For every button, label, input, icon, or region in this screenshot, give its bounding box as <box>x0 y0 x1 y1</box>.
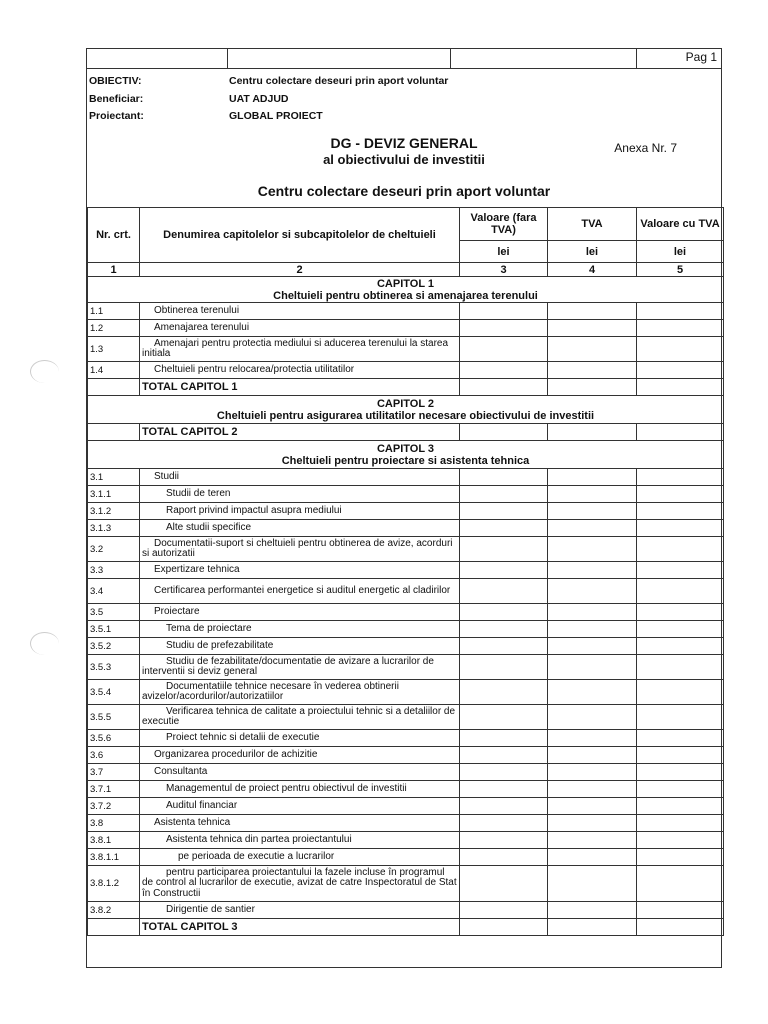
page-number: Pag 1 <box>685 50 717 64</box>
table-row <box>88 655 724 680</box>
row-name: Raport privind impactul asupra mediului <box>140 503 460 520</box>
meta-value-beneficiary: UAT ADJUD <box>229 93 289 105</box>
value-tva-cell <box>637 424 724 441</box>
row-name: Alte studii specifice <box>140 520 460 537</box>
chapter-header-row <box>88 396 724 424</box>
annex-number: Anexa Nr. 7 <box>614 141 677 155</box>
tva-cell <box>548 919 637 936</box>
row-name: Cheltuieli pentru relocarea/protectia utilitatilor <box>140 362 460 379</box>
value-cell <box>460 638 548 655</box>
header-value: Valoare (fara TVA) <box>460 208 548 241</box>
scan-mark <box>30 632 59 655</box>
table-row <box>88 764 724 781</box>
value-tva-cell <box>637 705 724 730</box>
document-subtitle: Centru colectare deseuri prin aport voluntar <box>257 183 551 199</box>
value-tva-cell <box>637 604 724 621</box>
row-name: Studiu de prefezabilitate <box>140 638 460 655</box>
tva-cell <box>548 832 637 849</box>
unit-lei: lei <box>637 241 724 263</box>
value-cell <box>460 337 548 362</box>
tva-cell <box>548 320 637 337</box>
tva-cell <box>548 337 637 362</box>
value-tva-cell <box>637 337 724 362</box>
value-tva-cell <box>637 919 724 936</box>
total-label: TOTAL CAPITOL 1 <box>140 379 460 396</box>
document-title: DG - DEVIZ GENERAL <box>330 135 478 151</box>
value-cell <box>460 424 548 441</box>
value-tva-cell <box>637 781 724 798</box>
row-name: Managementul de proiect pentru obiectivul de investitii <box>140 781 460 798</box>
tva-cell <box>548 379 637 396</box>
tva-cell <box>548 638 637 655</box>
total-row <box>88 424 724 441</box>
value-cell <box>460 849 548 866</box>
table-row <box>88 621 724 638</box>
value-cell <box>460 469 548 486</box>
value-cell <box>460 604 548 621</box>
document-title-line2: al obiectivului de investitii <box>323 152 485 167</box>
tva-cell <box>548 520 637 537</box>
row-number: 1.1 <box>88 303 140 320</box>
row-name: Amenajari pentru protectia mediului si aducerea terenului la starea initiala <box>140 337 460 362</box>
row-name: Proiectare <box>140 604 460 621</box>
header-name: Denumirea capitolelor si subcapitolelor de cheltuieli <box>140 208 460 263</box>
value-tva-cell <box>637 503 724 520</box>
table-row <box>88 798 724 815</box>
row-number: 3.2 <box>88 537 140 562</box>
value-tva-cell <box>637 832 724 849</box>
value-tva-cell <box>637 798 724 815</box>
chapter-title: CAPITOL 1 <box>376 277 435 290</box>
tva-cell <box>548 503 637 520</box>
value-cell <box>460 730 548 747</box>
page-header-bar <box>87 49 721 69</box>
row-number: 1.2 <box>88 320 140 337</box>
meta-value-objective: Centru colectare deseuri prin aport voluntar <box>229 75 449 87</box>
value-cell <box>460 705 548 730</box>
value-cell <box>460 815 548 832</box>
table-row <box>88 362 724 379</box>
col-number: 4 <box>548 263 637 277</box>
budget-table <box>87 207 724 936</box>
row-number: 3.5 <box>88 604 140 621</box>
row-number: 3.3 <box>88 562 140 579</box>
value-cell <box>460 902 548 919</box>
row-number: 3.5.3 <box>88 655 140 680</box>
meta-label-designer: Proiectant: <box>89 110 144 122</box>
table-row <box>88 747 724 764</box>
table-row <box>88 781 724 798</box>
value-cell <box>460 503 548 520</box>
value-cell <box>460 520 548 537</box>
total-label: TOTAL CAPITOL 2 <box>140 424 460 441</box>
row-number: 1.4 <box>88 362 140 379</box>
row-number: 3.8.1.2 <box>88 866 140 902</box>
value-tva-cell <box>637 562 724 579</box>
tva-cell <box>548 902 637 919</box>
tva-cell <box>548 362 637 379</box>
table-row <box>88 537 724 562</box>
unit-lei: lei <box>548 241 637 263</box>
total-nr-cell <box>88 424 140 441</box>
unit-lei: lei <box>460 241 548 263</box>
value-tva-cell <box>637 303 724 320</box>
value-cell <box>460 866 548 902</box>
row-name: Consultanta <box>140 764 460 781</box>
value-tva-cell <box>637 579 724 604</box>
row-number: 3.1 <box>88 469 140 486</box>
value-cell <box>460 764 548 781</box>
row-number: 3.5.2 <box>88 638 140 655</box>
table-row <box>88 832 724 849</box>
row-number: 3.1.3 <box>88 520 140 537</box>
value-tva-cell <box>637 320 724 337</box>
row-number: 3.7.1 <box>88 781 140 798</box>
tva-cell <box>548 764 637 781</box>
tva-cell <box>548 747 637 764</box>
table-row <box>88 520 724 537</box>
row-number: 3.6 <box>88 747 140 764</box>
table-row <box>88 562 724 579</box>
row-number: 1.3 <box>88 337 140 362</box>
table-row <box>88 815 724 832</box>
chapter-title: CAPITOL 3 <box>376 442 435 455</box>
row-number: 3.8 <box>88 815 140 832</box>
chapter-subtitle: Cheltuieli pentru proiectare si asistenta tehnica <box>281 454 530 467</box>
value-cell <box>460 621 548 638</box>
column-number-row <box>88 263 724 277</box>
row-name: Documentatiile tehnice necesare în vederea obtinerii avizelor/acordurilor/autorizatiilor <box>140 680 460 705</box>
table-row <box>88 503 724 520</box>
row-name: Studii <box>140 469 460 486</box>
table-row <box>88 303 724 320</box>
row-number: 3.8.1.1 <box>88 849 140 866</box>
table-row <box>88 902 724 919</box>
value-cell <box>460 320 548 337</box>
value-tva-cell <box>637 621 724 638</box>
value-tva-cell <box>637 362 724 379</box>
tva-cell <box>548 486 637 503</box>
total-row <box>88 379 724 396</box>
tva-cell <box>548 424 637 441</box>
total-nr-cell <box>88 919 140 936</box>
table-row <box>88 730 724 747</box>
value-tva-cell <box>637 537 724 562</box>
value-cell <box>460 919 548 936</box>
table-row <box>88 849 724 866</box>
tva-cell <box>548 655 637 680</box>
tva-cell <box>548 562 637 579</box>
value-tva-cell <box>637 486 724 503</box>
row-number: 3.1.2 <box>88 503 140 520</box>
table-row <box>88 469 724 486</box>
row-number: 3.5.6 <box>88 730 140 747</box>
row-name: Organizarea procedurilor de achizitie <box>140 747 460 764</box>
value-tva-cell <box>637 764 724 781</box>
col-number: 2 <box>140 263 460 277</box>
col-number: 1 <box>88 263 140 277</box>
row-name: Studii de teren <box>140 486 460 503</box>
total-row <box>88 919 724 936</box>
document-sheet <box>86 48 722 968</box>
tva-cell <box>548 469 637 486</box>
value-cell <box>460 747 548 764</box>
row-number: 3.5.5 <box>88 705 140 730</box>
row-name: Verificarea tehnica de calitate a proiectului tehnic si a detaliilor de executie <box>140 705 460 730</box>
meta-label-beneficiary: Beneficiar: <box>89 93 144 105</box>
chapter-header-row <box>88 277 724 303</box>
col-number: 5 <box>637 263 724 277</box>
value-tva-cell <box>637 849 724 866</box>
tva-cell <box>548 579 637 604</box>
value-tva-cell <box>637 815 724 832</box>
row-number: 3.8.2 <box>88 902 140 919</box>
value-tva-cell <box>637 747 724 764</box>
row-name: Studiu de fezabilitate/documentatie de avizare a lucrarilor de interventii si deviz general <box>140 655 460 680</box>
tva-cell <box>548 781 637 798</box>
value-cell <box>460 486 548 503</box>
row-number: 3.1.1 <box>88 486 140 503</box>
row-number: 3.7 <box>88 764 140 781</box>
table-row <box>88 604 724 621</box>
table-row <box>88 320 724 337</box>
table-row <box>88 486 724 503</box>
value-cell <box>460 562 548 579</box>
row-name: Documentatii-suport si cheltuieli pentru obtinerea de avize, acorduri si autorizatii <box>140 537 460 562</box>
value-cell <box>460 655 548 680</box>
row-number: 3.5.4 <box>88 680 140 705</box>
row-name: Auditul financiar <box>140 798 460 815</box>
value-tva-cell <box>637 638 724 655</box>
tva-cell <box>548 604 637 621</box>
value-tva-cell <box>637 902 724 919</box>
chapter-header-row <box>88 441 724 469</box>
tva-cell <box>548 730 637 747</box>
value-cell <box>460 798 548 815</box>
tva-cell <box>548 815 637 832</box>
chapter-title: CAPITOL 2 <box>376 397 435 410</box>
chapter-subtitle: Cheltuieli pentru asigurarea utilitatilor necesare obiectivului de investitii <box>216 409 595 422</box>
value-cell <box>460 579 548 604</box>
table-row <box>88 579 724 604</box>
total-label: TOTAL CAPITOL 3 <box>140 919 460 936</box>
row-name: Proiect tehnic si detalii de executie <box>140 730 460 747</box>
row-number: 3.7.2 <box>88 798 140 815</box>
value-cell <box>460 781 548 798</box>
tva-cell <box>548 537 637 562</box>
table-row <box>88 680 724 705</box>
row-name: Expertizare tehnica <box>140 562 460 579</box>
value-cell <box>460 379 548 396</box>
row-name: Amenajarea terenului <box>140 320 460 337</box>
row-name: Tema de proiectare <box>140 621 460 638</box>
table-row <box>88 866 724 902</box>
meta-value-designer: GLOBAL PROIECT <box>229 110 323 122</box>
col-number: 3 <box>460 263 548 277</box>
tva-cell <box>548 303 637 320</box>
meta-label-objective: OBIECTIV: <box>89 75 142 87</box>
header-tva: TVA <box>548 208 637 241</box>
row-number: 3.4 <box>88 579 140 604</box>
row-name: Asistenta tehnica din partea proiectantului <box>140 832 460 849</box>
header-nr: Nr. crt. <box>88 208 140 263</box>
header-value-tva: Valoare cu TVA <box>637 208 724 241</box>
total-nr-cell <box>88 379 140 396</box>
value-tva-cell <box>637 520 724 537</box>
value-cell <box>460 537 548 562</box>
value-cell <box>460 303 548 320</box>
scan-mark <box>30 360 59 383</box>
row-number: 3.5.1 <box>88 621 140 638</box>
row-name: pe perioada de executie a lucrarilor <box>140 849 460 866</box>
row-name: Obtinerea terenului <box>140 303 460 320</box>
table-row <box>88 638 724 655</box>
row-name: Asistenta tehnica <box>140 815 460 832</box>
tva-cell <box>548 866 637 902</box>
row-name: Dirigentie de santier <box>140 902 460 919</box>
chapter-subtitle: Cheltuieli pentru obtinerea si amenajarea terenului <box>273 289 538 302</box>
tva-cell <box>548 705 637 730</box>
table-row <box>88 337 724 362</box>
value-tva-cell <box>637 730 724 747</box>
row-number: 3.8.1 <box>88 832 140 849</box>
value-cell <box>460 680 548 705</box>
value-tva-cell <box>637 469 724 486</box>
row-name: pentru participarea proiectantului la fazele incluse în programul de control al lucrarilor de executie, avizat de catre Inspectoratul de Stat în Constructii <box>140 866 460 902</box>
tva-cell <box>548 621 637 638</box>
value-tva-cell <box>637 379 724 396</box>
value-cell <box>460 832 548 849</box>
value-tva-cell <box>637 680 724 705</box>
value-cell <box>460 362 548 379</box>
tva-cell <box>548 680 637 705</box>
tva-cell <box>548 849 637 866</box>
tva-cell <box>548 798 637 815</box>
value-tva-cell <box>637 866 724 902</box>
row-name: Certificarea performantei energetice si auditul energetic al cladirilor <box>140 579 460 604</box>
value-tva-cell <box>637 655 724 680</box>
table-row <box>88 705 724 730</box>
